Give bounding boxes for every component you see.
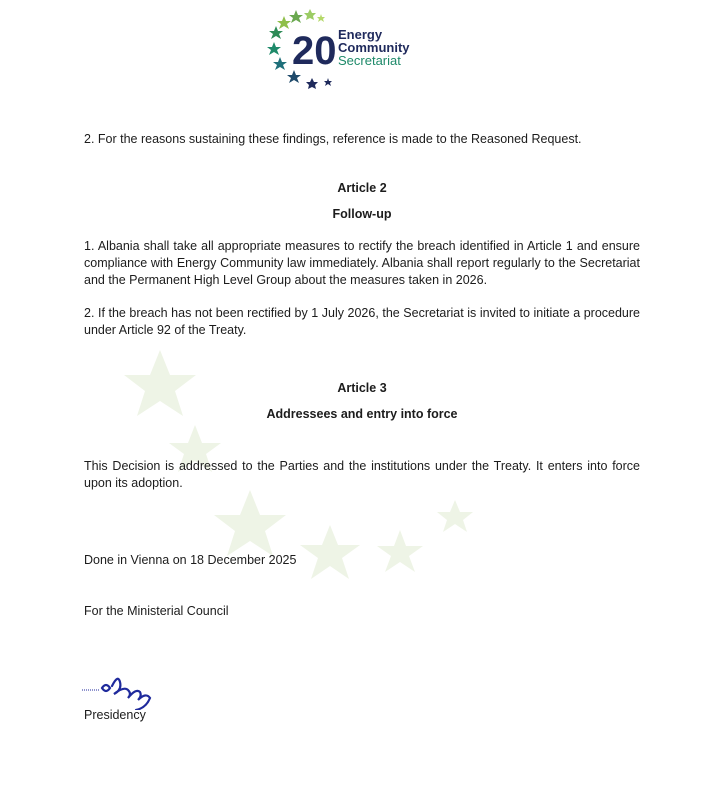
star-icon (306, 78, 318, 89)
article2-subtitle: Follow-up (332, 207, 392, 221)
star-icon (273, 57, 287, 70)
star-icon (267, 42, 281, 55)
presidency-label: Presidency (84, 708, 146, 722)
signature-icon (80, 670, 170, 710)
logo-text (338, 28, 410, 67)
article3-title: Article 3 (337, 381, 387, 395)
article2-paragraph1: 1. Albania shall take all appropriate measures to rectify the breach identified in Article 1 and ensure compliance with Energy Community law immediately. Albania shall report regularly to the Secretariat and the Permanent High Level Group about the measures taken in 2026. (84, 239, 640, 287)
star-icon (317, 14, 325, 22)
star-icon (324, 78, 332, 86)
star-icon (269, 26, 283, 39)
logo-number: 20 (292, 29, 337, 73)
article2-title: Article 2 (337, 181, 387, 195)
logo-line2: Community (338, 40, 410, 55)
energy-community-logo (262, 6, 432, 94)
for-ministerial-council: For the Ministerial Council (84, 604, 229, 618)
article2-paragraph2: 2. If the breach has not been rectified by 1 July 2026, the Secretariat is invited to initiate a procedure under Article 92 of the Treaty. (84, 306, 640, 337)
star-icon (304, 9, 316, 20)
star-icon (289, 10, 303, 23)
article1-paragraph2: 2. For the reasons sustaining these findings, reference is made to the Reasoned Request. (84, 132, 582, 146)
article3-paragraph1: This Decision is addressed to the Parties and the institutions under the Treaty. It enters into force upon its adoption. (84, 459, 640, 490)
star-icon (277, 16, 291, 29)
logo-line3: Secretariat (338, 53, 401, 68)
article3-subtitle: Addressees and entry into force (266, 407, 458, 421)
logo-line1: Energy (338, 27, 383, 42)
done-in-vienna: Done in Vienna on 18 December 2025 (84, 553, 297, 567)
